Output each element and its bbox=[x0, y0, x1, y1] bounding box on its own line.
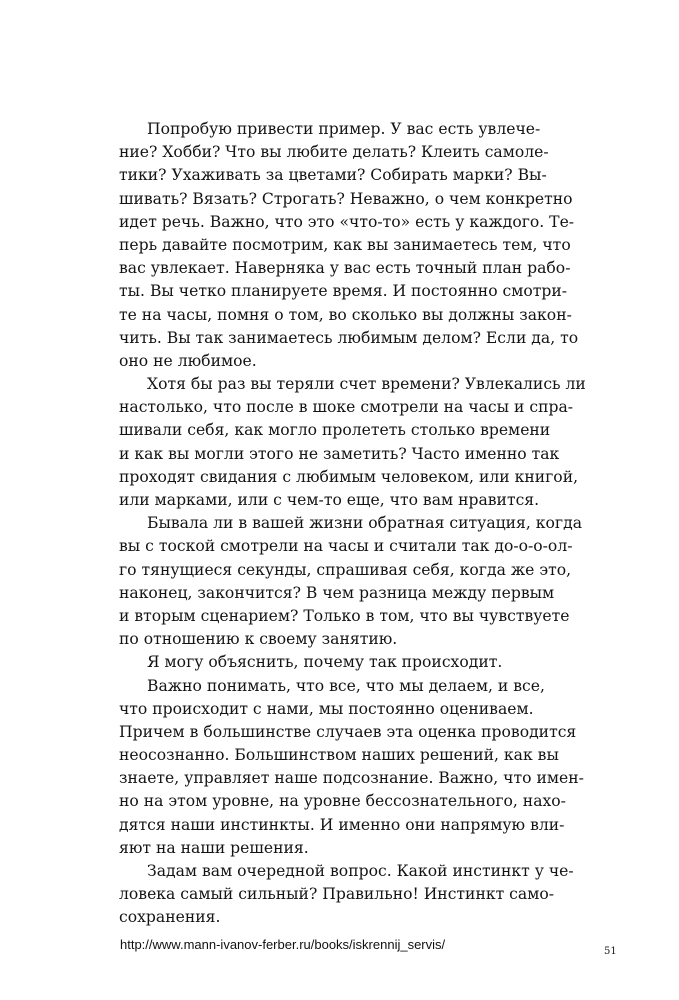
text-line: Важно понимать, что все, что мы делаем, и все, bbox=[147, 676, 545, 695]
body-text bbox=[119, 118, 586, 930]
text-line: сохранения. bbox=[119, 908, 221, 927]
text-line: Причем в большинстве случаев эта оценка проводится bbox=[119, 722, 577, 741]
footer-url-link[interactable]: http://www.mann-ivanov-ferber.ru/books/iskrennij_servis/ bbox=[120, 937, 446, 952]
text-line: оно не любимое. bbox=[119, 351, 257, 370]
text-line: вас увлекает. Наверняка у вас есть точный план рабо- bbox=[119, 259, 571, 278]
text-line: и как вы могли этого не заметить? Часто именно так bbox=[119, 444, 560, 463]
text-line: ловека самый сильный? Правильно! Инстинкт само- bbox=[119, 885, 554, 904]
text-line: яют на наши решения. bbox=[119, 838, 309, 857]
text-line: идет речь. Важно, что это «что-то» есть у каждого. Те- bbox=[119, 212, 575, 231]
text-line: перь давайте посмотрим, как вы занимаетесь тем, что bbox=[119, 235, 571, 254]
text-line: дятся наши инстинкты. И именно они напрямую вли- bbox=[119, 815, 565, 834]
text-line: Задам вам очередной вопрос. Какой инстинкт у че- bbox=[147, 862, 574, 880]
text-line: Бывала ли в вашей жизни обратная ситуация, когда bbox=[147, 514, 583, 533]
text-line: го тянущиеся секунды, спрашивая себя, когда же это, bbox=[119, 560, 572, 579]
text-line: неосознанно. Большинством наших решений, как вы bbox=[119, 746, 559, 765]
text-line: шивать? Вязать? Строгать? Неважно, о чем конкретно bbox=[119, 189, 573, 208]
text-line: шивали себя, как могло пролететь столько времени bbox=[119, 421, 551, 440]
text-line: и вторым сценарием? Только в том, что вы чувствуете bbox=[119, 606, 570, 625]
text-line: наконец, закончится? В чем разница между первым bbox=[119, 583, 555, 602]
text-line: чить. Вы так занимаетесь любимым делом? Если да, то bbox=[119, 328, 579, 347]
text-line: или марками, или с чем-то еще, что вам нравится. bbox=[119, 491, 540, 509]
text-line: что происходит с нами, мы постоянно оцениваем. bbox=[119, 699, 534, 718]
text-line: те на часы, помня о том, во сколько вы должны закон- bbox=[119, 305, 572, 324]
text-line: ты. Вы четко планируете время. И постоянно смотри- bbox=[119, 282, 568, 301]
text-line: ние? Хобби? Что вы любите делать? Клеить самоле- bbox=[119, 143, 549, 162]
text-line: Попробую привести пример. У вас есть увлече- bbox=[147, 120, 541, 138]
page-number: 51 bbox=[604, 946, 617, 957]
text-line: но на этом уровне, на уровне бессознательного, нахо- bbox=[119, 792, 566, 811]
text-line: настолько, что после в шоке смотрели на часы и спра- bbox=[119, 398, 574, 417]
text-line: проходят свидания с любимым человеком, или книгой, bbox=[119, 467, 579, 486]
text-line: тики? Ухаживать за цветами? Собирать марки? Вы- bbox=[119, 166, 547, 185]
text-line: знаете, управляет наше подсознание. Важно, что имен- bbox=[119, 769, 584, 788]
text-line: Хотя бы раз вы теряли счет времени? Увлекались ли bbox=[147, 375, 586, 394]
text-line: Я могу объяснить, почему так происходит. bbox=[147, 653, 503, 672]
text-line: вы с тоской смотрели на часы и считали так до-о-о-ол- bbox=[119, 537, 573, 556]
text-line: по отношению к своему занятию. bbox=[119, 630, 398, 649]
